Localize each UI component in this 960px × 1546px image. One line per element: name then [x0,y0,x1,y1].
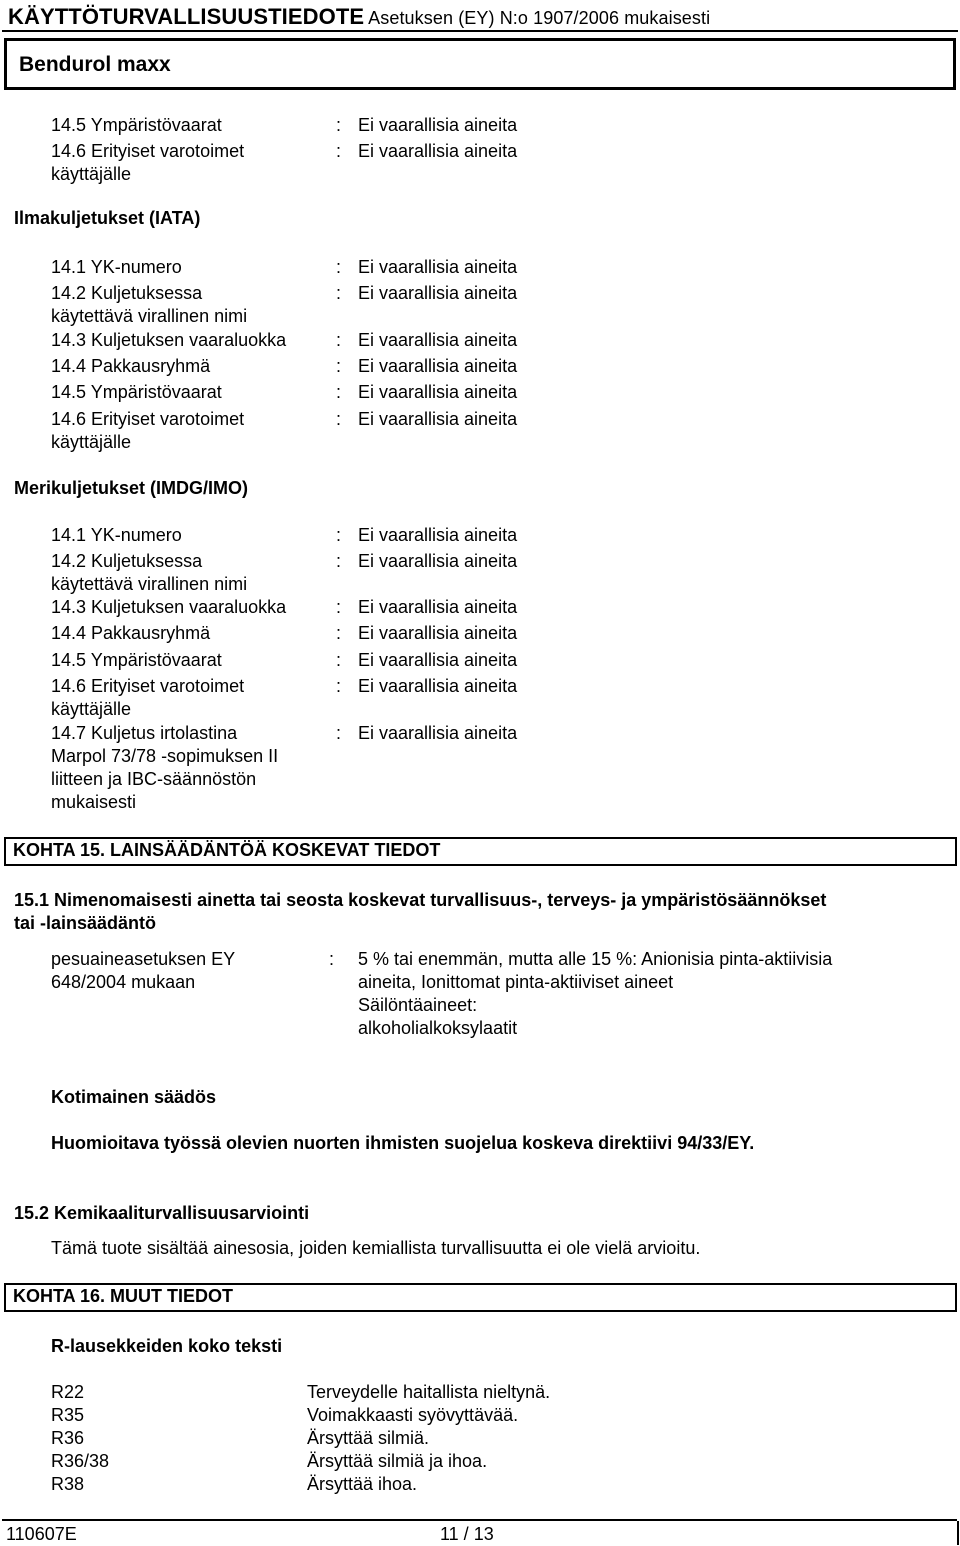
row-label-cont: liitteen ja IBC-säännöstön [51,769,257,789]
row-value: Ei vaarallisia aineita [358,409,518,429]
separator: : [336,141,342,161]
separator: : [336,330,342,350]
section-16-header [4,1283,957,1312]
separator: : [336,597,342,617]
subsection-15-1-title-cont: tai -lainsäädäntö [14,913,157,933]
row-label: 14.4 Pakkausryhmä [51,356,211,376]
row-label: 14.6 Erityiset varotoimet [51,676,245,696]
row-label-cont: käytettävä virallinen nimi [51,574,248,594]
header-divider [2,30,958,32]
imdg-heading: Merikuljetukset (IMDG/IMO) [14,478,249,498]
separator: : [336,650,342,670]
row-value: Ei vaarallisia aineita [358,551,518,571]
row-label: 14.1 YK-numero [51,257,182,277]
document-code: 110607E [6,1524,77,1544]
separator: : [336,676,342,696]
row-label: 14.5 Ympäristövaarat [51,115,222,135]
row-label: 14.6 Erityiset varotoimet [51,141,245,161]
row-value: Ei vaarallisia aineita [358,676,518,696]
regulation-value-cont: alkoholialkoksylaatit [358,1018,518,1038]
title-text: KÄYTTÖTURVALLISUUSTIEDOTE [8,4,365,29]
row-value: Ei vaarallisia aineita [358,382,518,402]
r-phrase-code: R36/38 [51,1451,110,1471]
row-label-cont: käyttäjälle [51,164,132,184]
national-text: Huomioitava työssä olevien nuorten ihmisten suojelua koskeva direktiivi 94/33/EY. [51,1133,755,1153]
separator: : [336,551,342,571]
separator: : [336,525,342,545]
row-value: Ei vaarallisia aineita [358,525,518,545]
r-phrase-code: R35 [51,1405,85,1425]
r-phrases-heading: R-lausekkeiden koko teksti [51,1336,283,1356]
row-label: 14.7 Kuljetus irtolastina [51,723,238,743]
row-label: 14.3 Kuljetuksen vaaraluokka [51,330,287,350]
row-label: 14.1 YK-numero [51,525,182,545]
product-box [4,38,956,90]
row-value: Ei vaarallisia aineita [358,356,518,376]
separator: : [336,623,342,643]
national-heading: Kotimainen säädös [51,1087,217,1107]
row-value: Ei vaarallisia aineita [358,623,518,643]
separator: : [336,409,342,429]
row-label: 14.2 Kuljetuksessa [51,551,203,571]
section-15-title: KOHTA 15. LAINSÄÄDÄNTÖÄ KOSKEVAT TIEDOT [13,840,441,860]
subsection-15-1-title: 15.1 Nimenomaisesti ainetta tai seosta koskevat turvallisuus-, terveys- ja ympäristösäännökset [14,890,827,910]
r-phrase-code: R22 [51,1382,85,1402]
regulation-value-cont: aineita, Ionittomat pinta-aktiiviset aineet [358,972,674,992]
r-phrase-code: R38 [51,1474,85,1494]
row-value: Ei vaarallisia aineita [358,257,518,277]
row-label-cont: Marpol 73/78 -sopimuksen II [51,746,279,766]
section-15-header [4,837,957,866]
page-footer [2,1519,957,1545]
iata-heading: Ilmakuljetukset (IATA) [14,208,201,228]
document-title [8,4,710,30]
section-16-title: KOHTA 16. MUUT TIEDOT [13,1286,233,1306]
row-label: 14.5 Ympäristövaarat [51,382,222,402]
separator: : [336,382,342,402]
r-phrase-text: Terveydelle haitallista nieltynä. [307,1382,551,1402]
row-label-cont: käyttäjälle [51,432,132,452]
row-label-cont: käytettävä virallinen nimi [51,306,248,326]
page-number: 11 / 13 [440,1524,494,1544]
r-phrase-code: R36 [51,1428,85,1448]
r-phrase-text: Ärsyttää ihoa. [307,1474,418,1494]
regulation-label-cont: 648/2004 mukaan [51,972,196,992]
r-phrase-text: Ärsyttää silmiä. [307,1428,430,1448]
r-phrase-text: Ärsyttää silmiä ja ihoa. [307,1451,488,1471]
row-label-cont: käyttäjälle [51,699,132,719]
row-label: 14.2 Kuljetuksessa [51,283,203,303]
row-value: Ei vaarallisia aineita [358,115,518,135]
regulation-value: 5 % tai enemmän, mutta alle 15 %: Anionisia pinta-aktiivisia [358,949,833,969]
row-label: 14.3 Kuljetuksen vaaraluokka [51,597,287,617]
separator: : [336,257,342,277]
regulation-label: pesuaineasetuksen EY [51,949,236,969]
row-label: 14.5 Ympäristövaarat [51,650,222,670]
subsection-15-2-text: Tämä tuote sisältää ainesosia, joiden kemiallista turvallisuutta ei ole vielä arvioitu. [51,1238,701,1258]
product-name: Bendurol maxx [19,53,171,76]
row-value: Ei vaarallisia aineita [358,141,518,161]
separator: : [336,356,342,376]
row-value: Ei vaarallisia aineita [358,650,518,670]
regulation-value-cont: Säilöntäaineet: [358,995,478,1015]
row-label: 14.6 Erityiset varotoimet [51,409,245,429]
row-value: Ei vaarallisia aineita [358,283,518,303]
regulation-text: Asetuksen (EY) N:o 1907/2006 mukaisesti [368,8,711,28]
r-phrase-text: Voimakkaasti syövyttävää. [307,1405,519,1425]
separator: : [336,723,342,743]
row-label-cont: mukaisesti [51,792,137,812]
footer-border [957,1521,959,1545]
row-value: Ei vaarallisia aineita [358,723,518,743]
row-value: Ei vaarallisia aineita [358,330,518,350]
subsection-15-2-title: 15.2 Kemikaaliturvallisuusarviointi [14,1203,310,1223]
row-value: Ei vaarallisia aineita [358,597,518,617]
separator: : [336,283,342,303]
separator: : [336,115,342,135]
row-label: 14.4 Pakkausryhmä [51,623,211,643]
separator: : [329,949,335,969]
